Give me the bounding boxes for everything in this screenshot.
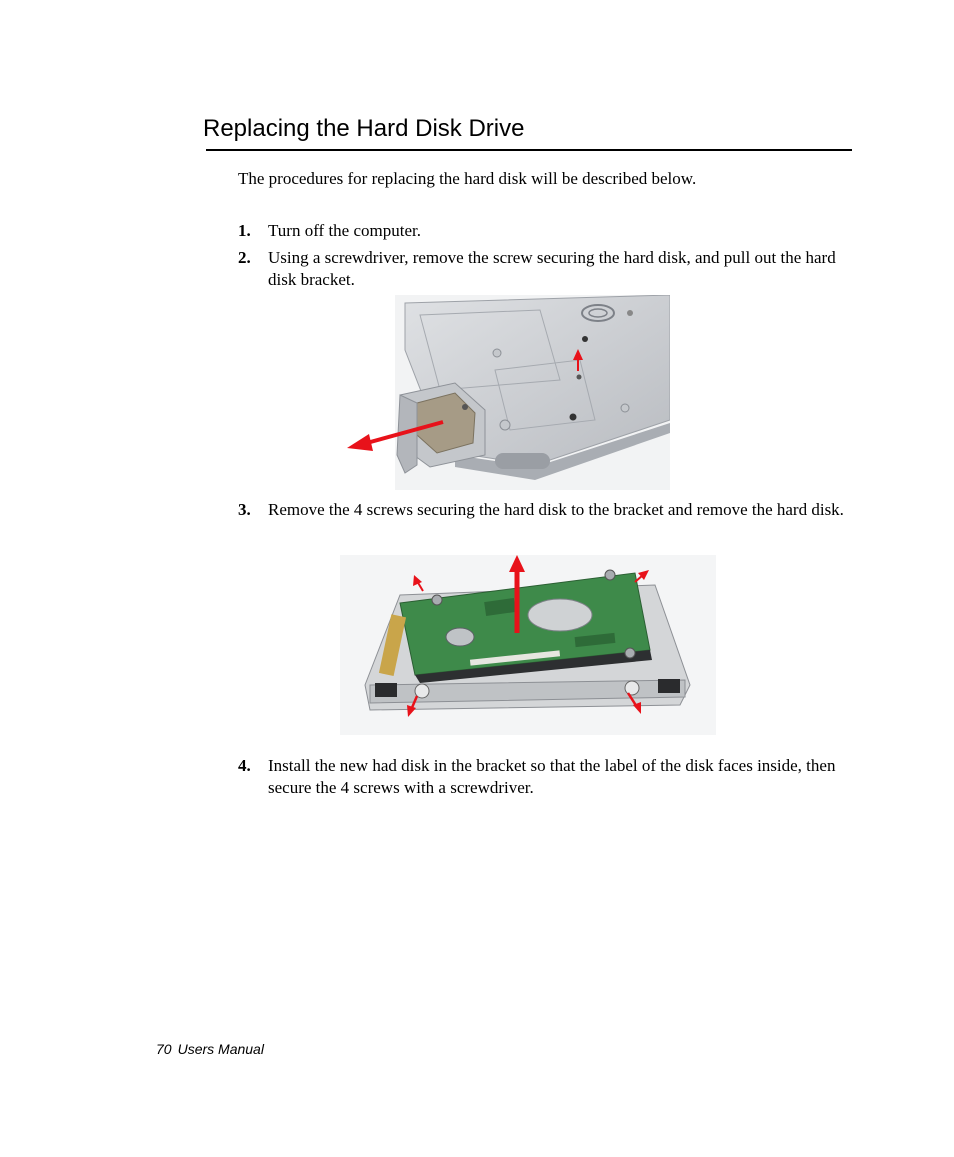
step-number: 1. [238, 221, 251, 240]
intro-paragraph: The procedures for replacing the hard disk will be described below. [238, 169, 697, 188]
laptop-underside-photo [345, 295, 670, 490]
step-3 [238, 499, 852, 521]
hard-disk-bracket-photo [340, 555, 716, 735]
title-rule [206, 149, 852, 151]
step-text: Remove the 4 screws securing the hard disk to the bracket and remove the hard disk. [268, 500, 844, 519]
manual-title: Users Manual [177, 1041, 264, 1057]
page-footer [156, 1040, 270, 1058]
step-text: Turn off the computer. [268, 221, 421, 240]
step-1 [238, 220, 852, 242]
step-number: 2. [238, 248, 251, 267]
page-number: 70 [156, 1041, 172, 1057]
step-text: Install the new had disk in the bracket so that the label of the disk faces inside, then secure the 4 screws with a screwdriver. [268, 756, 836, 797]
page-title: Replacing the Hard Disk Drive [203, 115, 525, 142]
step-text: Using a screwdriver, remove the screw securing the hard disk, and pull out the hard disk bracket. [268, 248, 836, 289]
step-2 [238, 247, 852, 291]
step-number: 3. [238, 500, 251, 519]
step-4 [238, 755, 852, 799]
step-number: 4. [238, 756, 251, 775]
